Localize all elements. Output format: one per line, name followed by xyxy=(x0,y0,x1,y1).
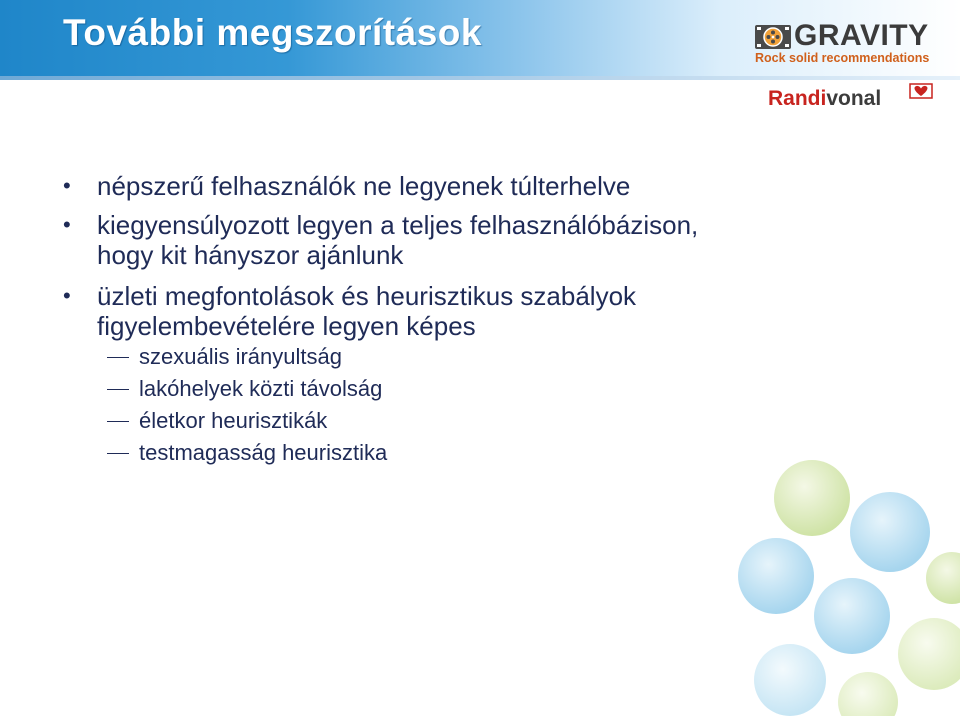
subbullet-text: testmagasság heurisztika xyxy=(139,440,388,465)
decorative-circles xyxy=(720,450,960,716)
decor-circle xyxy=(774,460,850,536)
decor-circle xyxy=(926,552,960,604)
decor-circle xyxy=(850,492,930,572)
bullet-marker: • xyxy=(63,212,71,237)
slide-title: További megszorítások xyxy=(63,12,482,53)
bullet-text: hogy kit hányszor ajánlunk xyxy=(97,240,404,270)
dash-marker xyxy=(107,421,129,422)
bullet-business-rules xyxy=(63,281,637,311)
dash-marker xyxy=(107,453,129,454)
dash-marker xyxy=(107,357,129,358)
dash-marker xyxy=(107,389,129,390)
bullet-balanced-userbase-cont xyxy=(97,240,403,270)
randivonal-part-randi: Randi xyxy=(768,87,827,110)
bullet-text: kiegyensúlyozott legyen a teljes felhasználóbázison, xyxy=(97,210,699,240)
decor-circle xyxy=(754,644,826,716)
bullet-text: népszerű felhasználók ne legyenek túlterhelve xyxy=(97,171,631,201)
bullet-balanced-userbase xyxy=(63,210,699,240)
gravity-wordmark: GRAVITY xyxy=(794,19,929,52)
decor-circle xyxy=(738,538,814,614)
subbullet-age xyxy=(139,408,327,434)
subbullet-text: lakóhelyek közti távolság xyxy=(139,376,383,401)
gravity-tagline: Rock solid recommendations xyxy=(755,51,930,65)
bullet-text: üzleti megfontolások és heurisztikus szabályok xyxy=(97,281,637,311)
subbullet-text: szexuális irányultság xyxy=(139,344,342,369)
subbullet-text: életkor heurisztikák xyxy=(139,408,328,433)
decor-circle xyxy=(814,578,890,654)
bullet-popular-users xyxy=(63,171,631,201)
subbullet-height xyxy=(139,440,387,466)
bullet-text: figyelembevételére legyen képes xyxy=(97,311,476,341)
decor-circle xyxy=(838,672,898,716)
subbullet-orientation xyxy=(139,344,342,370)
bullet-business-rules-cont xyxy=(97,311,476,341)
subbullet-distance xyxy=(139,376,382,402)
randivonal-part-vonal: vonal xyxy=(826,87,882,110)
bullet-marker: • xyxy=(63,173,71,198)
decor-circle xyxy=(898,618,960,690)
bullet-marker: • xyxy=(63,283,71,308)
